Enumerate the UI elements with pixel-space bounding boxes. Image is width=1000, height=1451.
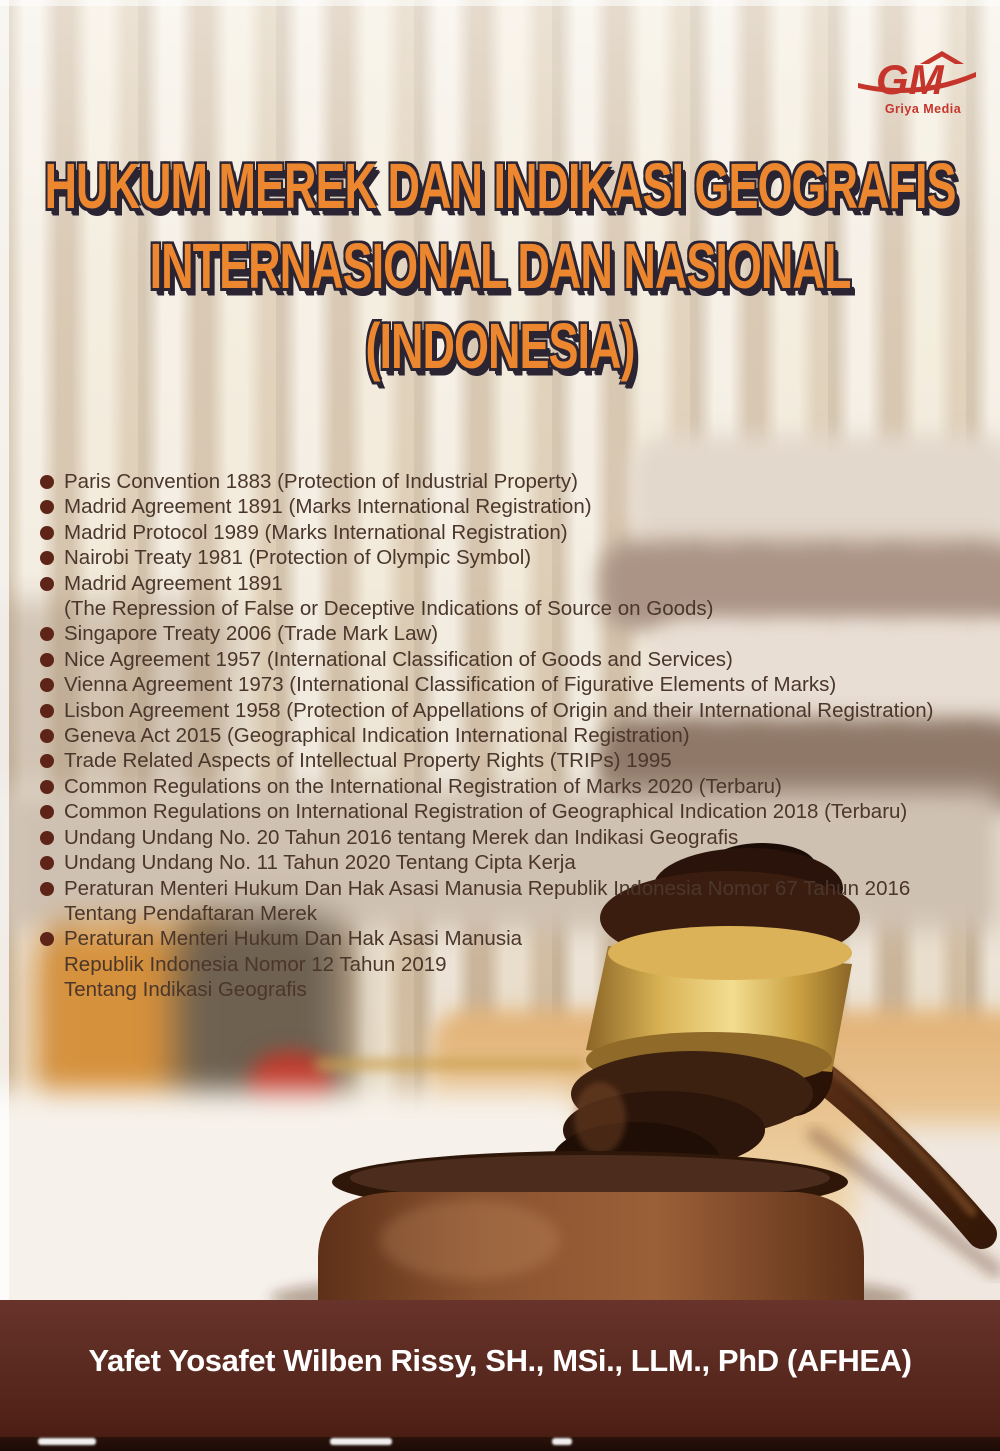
list-item (40, 876, 992, 927)
list-item (40, 799, 992, 824)
bullet-icon (40, 856, 54, 870)
list-item-text: Madrid Agreement 1891 (Marks International Registration) (64, 495, 592, 519)
bullet-icon (40, 500, 54, 514)
list-item (40, 469, 992, 494)
bullet-icon (40, 678, 54, 692)
list-item (40, 647, 992, 672)
list-item (40, 850, 992, 875)
title-line-3: (INDONESIA) (365, 310, 635, 383)
author-name: Yafet Yosafet Wilben Rissy, SH., MSi., LLM., PhD (AFHEA) (88, 1342, 912, 1378)
list-item (40, 520, 992, 545)
bullet-icon (40, 551, 54, 565)
treaty-list (40, 469, 992, 1003)
bullet-icon (40, 805, 54, 819)
bullet-icon (40, 831, 54, 845)
list-item (40, 825, 992, 850)
bullet-icon (40, 526, 54, 540)
list-item-text: Vienna Agreement 1973 (International Classification of Figurative Elements of Marks) (64, 673, 837, 697)
list-item (40, 748, 992, 773)
bullet-icon (40, 754, 54, 768)
bullet-icon (40, 932, 54, 946)
list-item-text: Nice Agreement 1957 (International Classification of Goods and Services) (64, 647, 733, 671)
bullet-icon (40, 729, 54, 743)
list-item-text: Geneva Act 2015 (Geographical Indication International Registration) (64, 724, 690, 748)
list-item (40, 723, 992, 748)
logo-text: GM (876, 56, 944, 103)
list-item (40, 545, 992, 570)
bullet-icon (40, 704, 54, 718)
title-line-1: HUKUM MEREK DAN INDIKASI GEOGRAFIS (44, 150, 956, 223)
bullet-icon (40, 653, 54, 667)
list-item-text: Madrid Protocol 1989 (Marks International Registration) (64, 520, 568, 544)
griya-media-logo-icon (858, 50, 978, 108)
list-item-text: Undang Undang No. 20 Tahun 2016 tentang Merek dan Indikasi Geografis (64, 825, 739, 849)
list-item-text: Peraturan Menteri Hukum Dan Hak Asasi Manusia Republik Indonesia Nomor 67 Tahun 2016 Tentang Pendaftaran Merek (64, 876, 911, 925)
list-item-text: Lisbon Agreement 1958 (Protection of Appellations of Origin and their International Registration) (64, 698, 934, 722)
list-item-text: Paris Convention 1883 (Protection of Industrial Property) (64, 470, 578, 493)
list-item-text: Peraturan Menteri Hukum Dan Hak Asasi Manusia Republik Indonesia Nomor 12 Tahun 2019 Tentang Indikasi Geografis (64, 927, 523, 1002)
scan-glare (552, 1438, 572, 1445)
publisher-name: Griya Media (884, 102, 962, 116)
list-item-text: Nairobi Treaty 1981 (Protection of Olympic Symbol) (64, 546, 532, 570)
list-item-text: Common Regulations on the International Registration of Marks 2020 (Terbaru) (64, 774, 782, 798)
list-item (40, 621, 992, 646)
list-item (40, 926, 992, 1002)
list-item (40, 494, 992, 519)
list-item-text: Common Regulations on International Registration of Geographical Indication 2018 (Terbaru) (64, 800, 908, 824)
bullet-icon (40, 882, 54, 896)
list-item (40, 698, 992, 723)
book-title (0, 150, 1000, 383)
list-item-text: Undang Undang No. 11 Tahun 2020 Tentang Cipta Kerja (64, 851, 576, 875)
bullet-icon (40, 475, 54, 489)
author-band (0, 1300, 1000, 1451)
cover-bottom-edge (0, 1437, 1000, 1451)
list-item (40, 672, 992, 697)
bullet-icon (40, 780, 54, 794)
list-item (40, 571, 992, 622)
scan-glare (330, 1438, 392, 1445)
bullet-icon (40, 627, 54, 641)
bullet-icon (40, 577, 54, 591)
scan-edge-top (0, 0, 1000, 6)
publisher-logo (858, 50, 988, 116)
title-line-2: INTERNASIONAL DAN NASIONAL (149, 230, 851, 303)
list-item-text: Trade Related Aspects of Intellectual Property Rights (TRIPs) 1995 (64, 749, 672, 773)
list-item (40, 774, 992, 799)
list-item-text: Madrid Agreement 1891 (The Repression of False or Deceptive Indications of Source on Goods) (64, 571, 714, 621)
scan-glare (38, 1438, 96, 1445)
list-item-text: Singapore Treaty 2006 (Trade Mark Law) (64, 622, 439, 646)
